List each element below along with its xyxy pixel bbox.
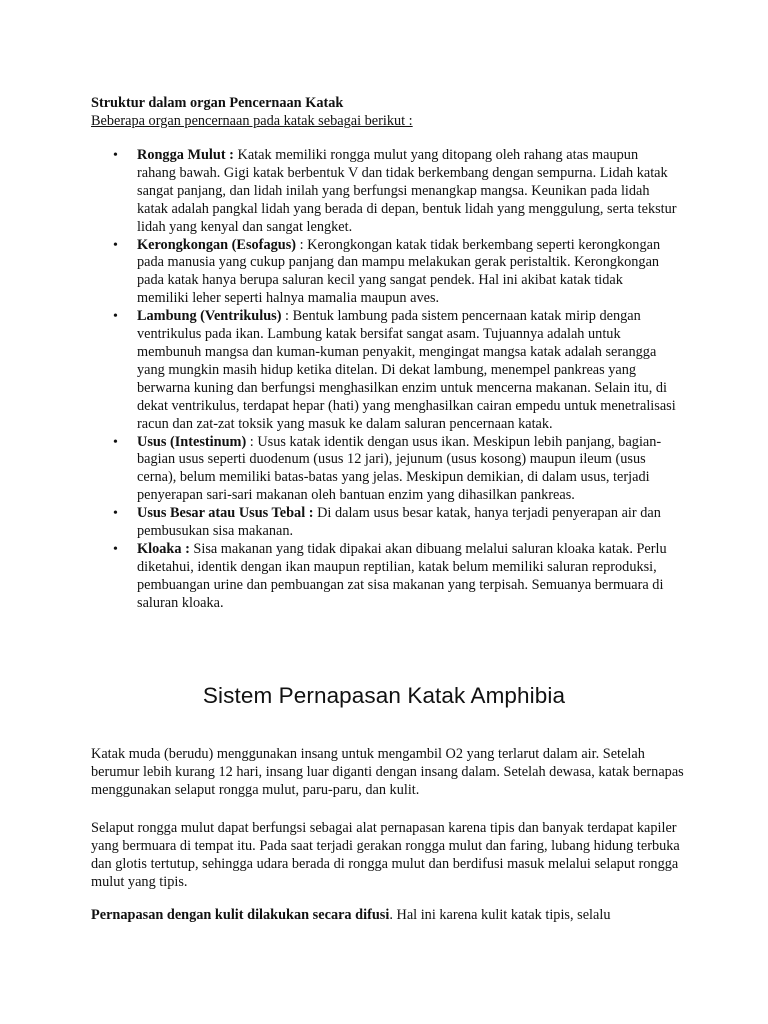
list-item-rongga-mulut: [0, 147, 768, 237]
list-item-usus-besar: [0, 505, 768, 541]
list-item-usus: [0, 434, 768, 506]
item-term: Lambung (Ventrikulus): [137, 308, 282, 325]
paragraph-bold-lead: Pernapasan dengan kulit dilakukan secara difusi: [91, 907, 390, 923]
bullet-icon: •: [113, 148, 118, 163]
item-text: : Kerongkongan katak tidak berkembang seperti kerongkongan pada manusia yang cukup panjang dan mampu melakukan gerak peristaltik. Kerongkongan pada katak hanya berupa saluran kecil yang sangat pendek. Hal ini akibat katak tidak memiliki leher seperti halnya mamalia maupun aves.: [137, 236, 661, 307]
list-item-kloaka: [0, 541, 768, 613]
item-term: Usus Besar atau Usus Tebal :: [137, 505, 314, 522]
paragraph-berudu: Katak muda (berudu) menggunakan insang untuk mengambil O2 yang terlarut dalam air. Setelah berumur lebih kurang 12 hari, insang luar diganti dengan insang dalam. Setelah dewasa, katak bernapas menggunakan selaput rongga mulut, paru-paru, dan kulit.: [91, 746, 684, 798]
bullet-icon: •: [113, 237, 118, 253]
bullet-icon: •: [113, 434, 118, 450]
list-item-kerongkongan: [0, 237, 768, 309]
item-text: Sisa makanan yang tidak dipakai akan dibuang melalui saluran kloaka katak. Perlu diketahui, identik dengan ikan maupun reptilian, katak belum memiliki saluran reproduksi, pembuangan urine dan pembuangan zat sisa makanan yang terpisah. Semuanya bermuara di saluran kloaka.: [137, 540, 667, 611]
item-text: Di dalam usus besar katak, hanya terjadi penyerapan air dan pembusukan sisa makanan.: [137, 505, 661, 540]
paragraph-kulit: [91, 907, 691, 925]
bullet-icon: •: [113, 309, 118, 325]
organ-list: [0, 147, 768, 613]
item-term: Kloaka :: [137, 540, 190, 557]
paragraph-text: . Hal ini karena kulit katak tipis, selalu: [389, 907, 611, 923]
bullet-icon: •: [113, 506, 118, 522]
item-term: Rongga Mulut :: [137, 147, 234, 163]
section-title: Sistem Pernapasan Katak Amphibia: [202, 683, 566, 708]
item-term: Usus (Intestinum): [137, 433, 247, 450]
item-text: : Bentuk lambung pada sistem pencernaan katak mirip dengan ventrikulus pada ikan. Lambung katak bersifat sangat asam. Tujuannya adalah untuk membunuh mangsa dan kuman-kuman penyakit, mengingat mangsa katak adalah serangga yang mungkin masih hidup ketika ditelan. Di dekat lambung, menempel pankreas yang berwarna kuning dan berfungsi menghasilkan enzim untuk mencerna makanan. Selain itu, di dekat ventrikulus, terdapat hepar (hati) yang menghasilkan cairan empedu untuk menetralisasi racun dan zat-zat toksik yang masuk ke dalam saluran pencernaan katak.: [137, 308, 676, 432]
item-term: Kerongkongan (Esofagus): [137, 236, 297, 253]
list-item-lambung: [0, 308, 768, 433]
paragraph-selaput-rongga-mulut: Selaput rongga mulut dapat berfungsi sebagai alat pernapasan karena tipis dan banyak terdapat kapiler yang bermuara di tempat itu. Pada saat terjadi gerakan rongga mulut dan faring, lubang hidung terbuka dan glotis tertutup, sehingga udara berada di rongga mulut dan berdifusi masuk melalui selaput rongga mulut yang tipis.: [91, 820, 680, 890]
item-text: Katak memiliki rongga mulut yang ditopang oleh rahang atas maupun rahang bawah. Gigi katak berbentuk V dan tidak berkembang dengan sempurna. Lidah katak sangat panjang, dan lidah inilah yang berfungsi menangkap mangsa. Keunikan pada lidah katak adalah pangkal lidah yang berada di depan, bentuk lidah yang menggulung, serta tekstur lidah yang kenyal dan sangat lengket.: [137, 147, 677, 235]
bullet-icon: •: [113, 541, 118, 557]
document-subheading: Beberapa organ pencernaan pada katak sebagai berikut :: [91, 113, 413, 129]
document-heading: Struktur dalam organ Pencernaan Katak: [91, 95, 344, 111]
item-text: : Usus katak identik dengan usus ikan. Meskipun lebih panjang, bagian-bagian usus seperti duodenum (usus 12 jari), jejunum (usus kosong) maupun ileum (usus cerna), belum memiliki batas-batas yang jelas. Meskipun demikian, di dalam usus, terjadi penyerapan sari-sari makanan oleh bantuan enzim yang dihasilkan pankreas.: [137, 433, 662, 504]
